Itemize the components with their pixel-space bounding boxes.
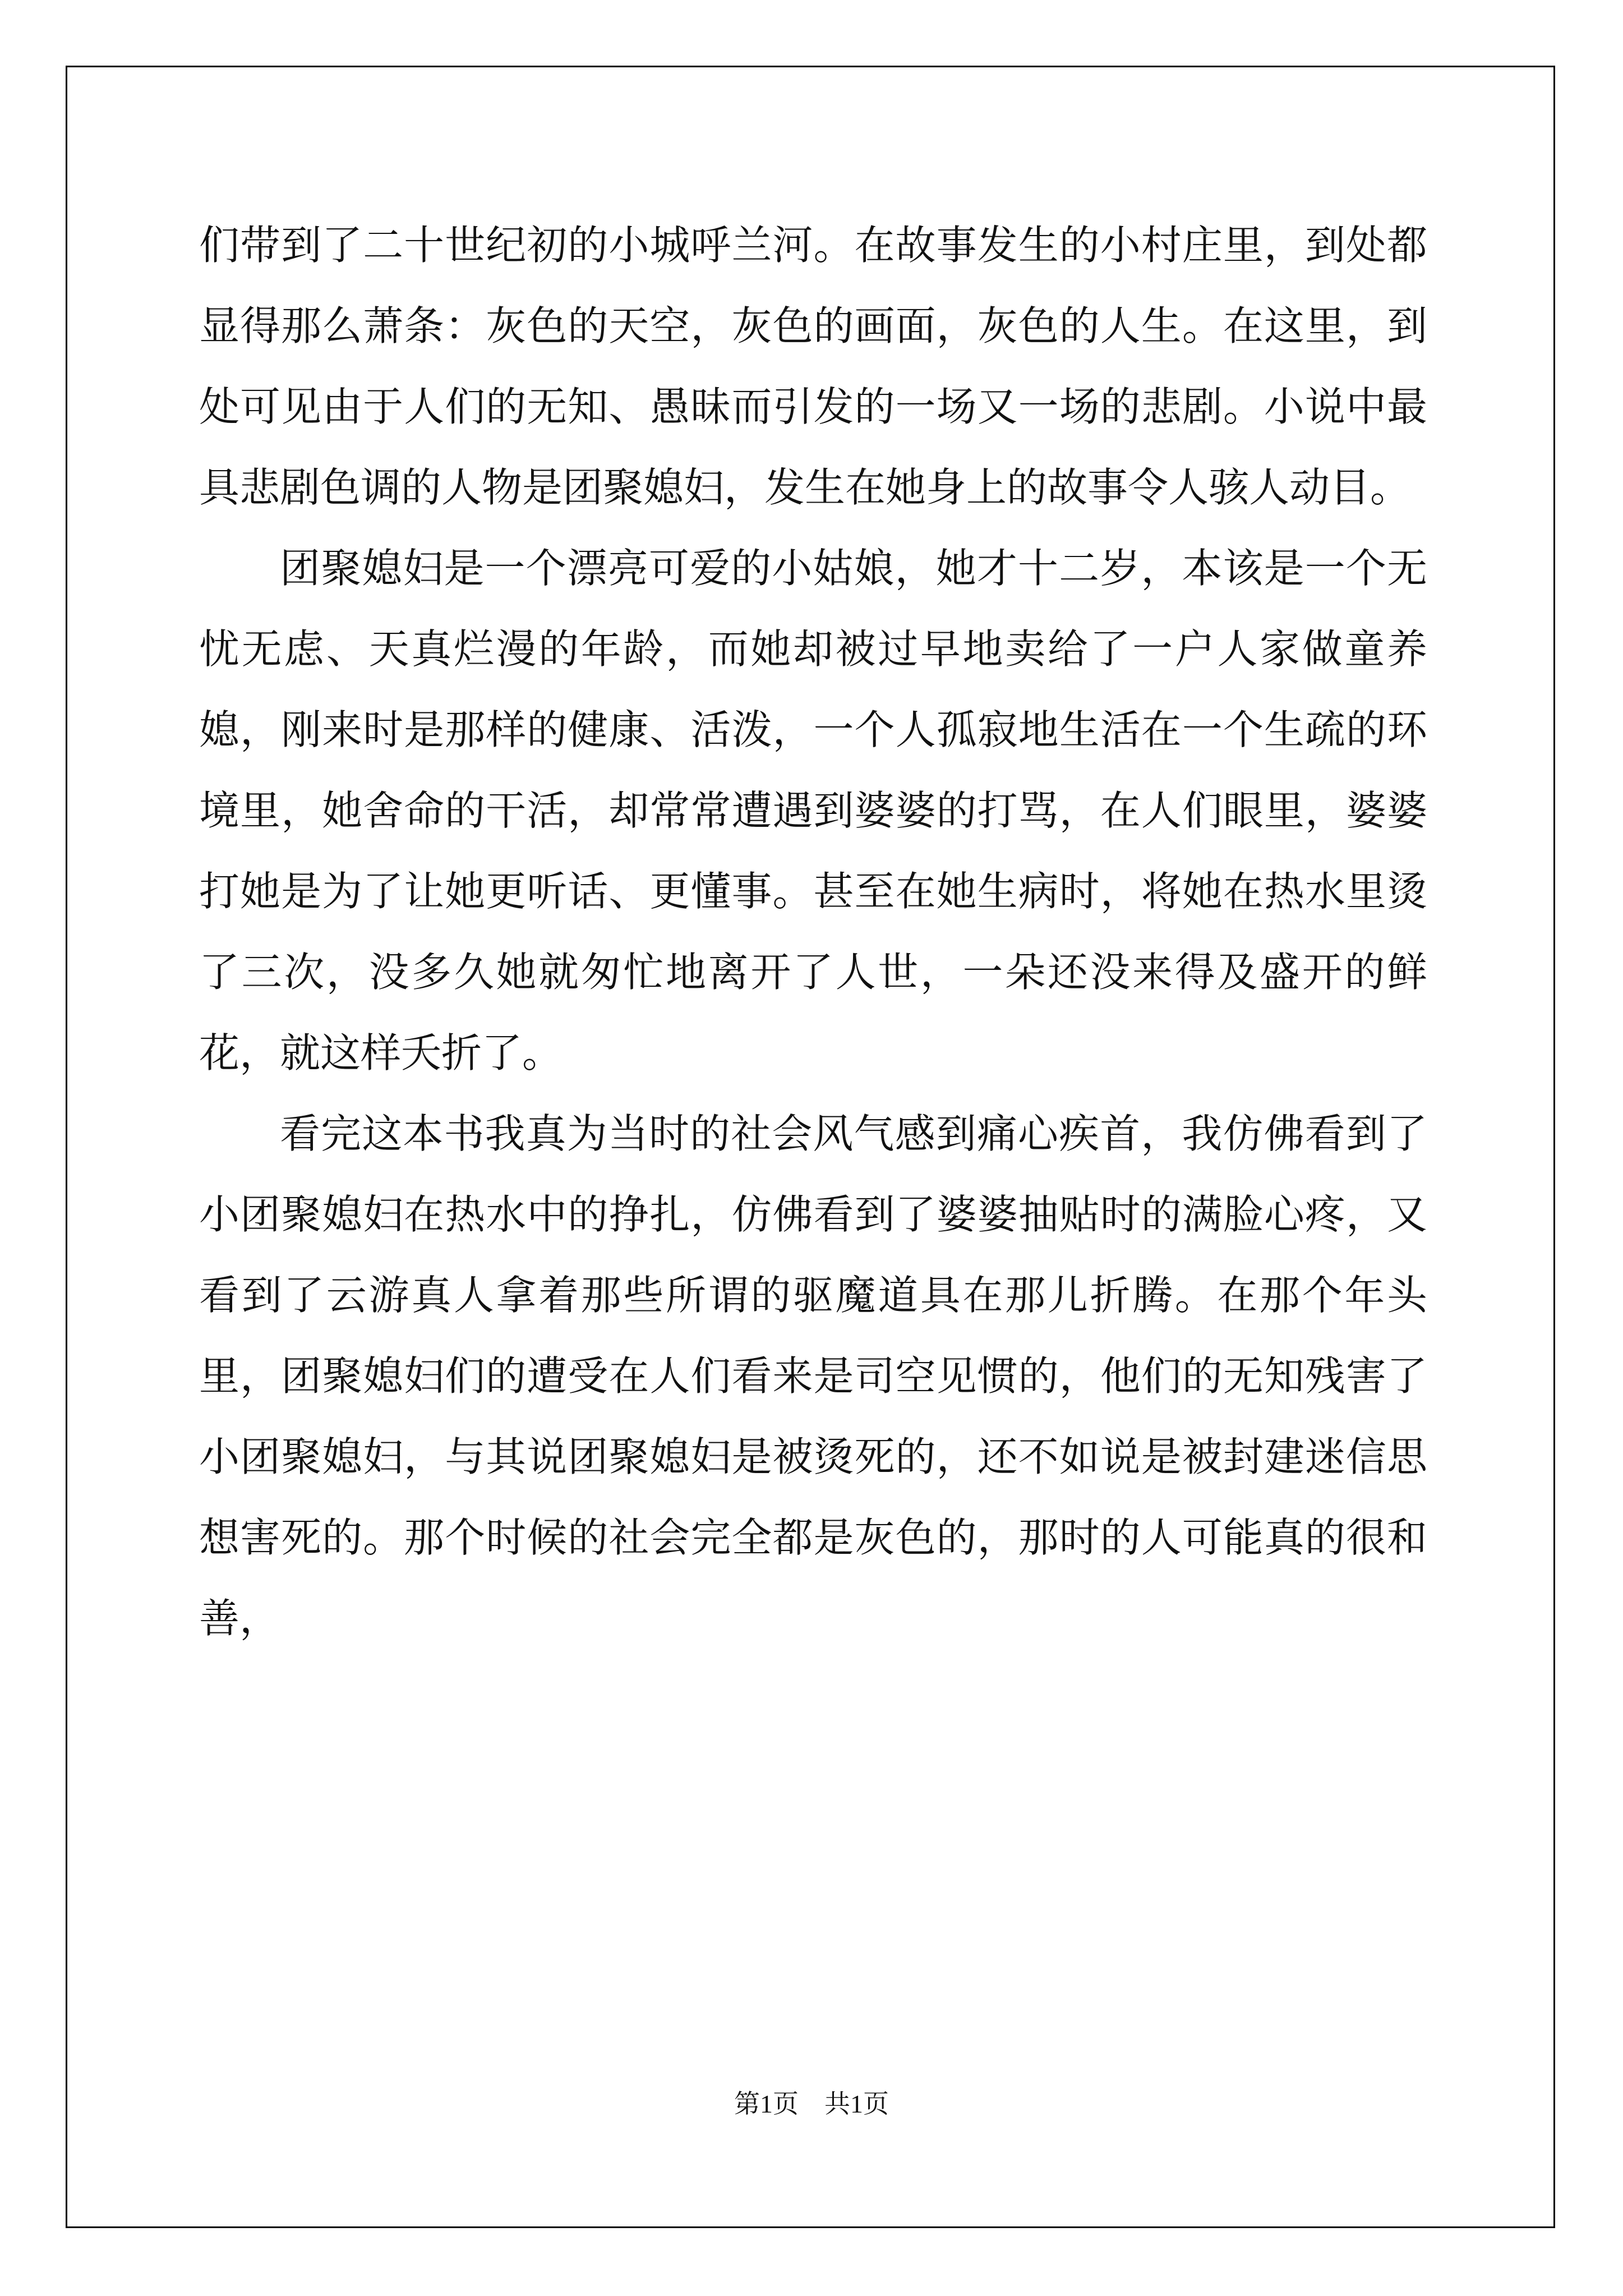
page-number-footer: 第1页 共1页 [734, 2090, 889, 2118]
document-body [199, 205, 1427, 1659]
paragraph-2: 团聚媳妇是一个漂亮可爱的小姑娘，她才十二岁，本该是一个无忧无虑、天真烂漫的年龄，而她却被过早地卖给了一户人家做童养媳，刚来时是那样的健康、活泼，一个人孤寂地生活在一个生疏的环境里，她舍命的干活，却常常遭遇到婆婆的打骂，在人们眼里，婆婆打她是为了让她更听话、更懂事。甚至在她生病时，将她在热水里烫了三次，没多久她就匆忙地离开了人世，一朵还没来得及盛开的鲜花，就这样夭折了。 [199, 545, 1427, 1076]
paragraph-3: 看完这本书我真为当时的社会风气感到痛心疾首，我仿佛看到了小团聚媳妇在热水中的挣扎，仿佛看到了婆婆抽贴时的满脸心疼，又看到了云游真人拿着那些所谓的驱魔道具在那儿折腾。在那个年头里，团聚媳妇们的遭受在人们看来是司空见惯的，他们的无知残害了小团聚媳妇，与其说团聚媳妇是被烫死的，还不如说是被封建迷信思想害死的。那个时候的社会完全都是灰色的，那时的人可能真的很和善， [199, 1110, 1427, 1642]
paragraph-1: 们带到了二十世纪初的小城呼兰河。在故事发生的小村庄里，到处都显得那么萧条：灰色的天空，灰色的画面，灰色的人生。在这里，到处可见由于人们的无知、愚昧而引发的一场又一场的悲剧。小说中最具悲剧色调的人物是团聚媳妇，发生在她身上的故事令人骇人动目。 [199, 222, 1427, 511]
